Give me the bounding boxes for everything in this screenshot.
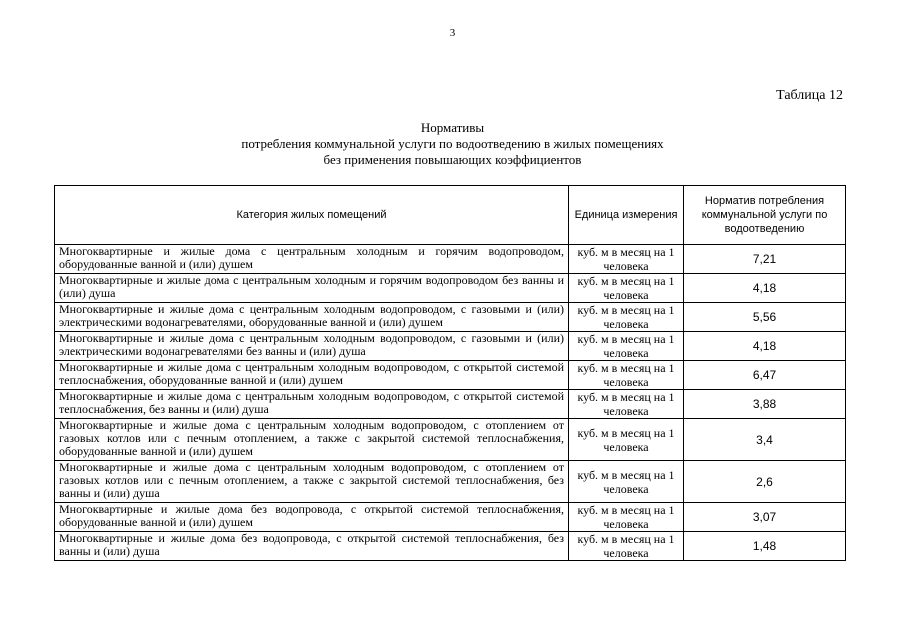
- row-value: 3,4: [684, 419, 846, 461]
- row-category: Многоквартирные и жилые дома без водопровода, с открытой системой теплоснабжения, без ванны и (или) душа: [55, 532, 569, 561]
- norms-table: [54, 185, 846, 561]
- table-row: [55, 419, 846, 461]
- row-value: 3,88: [684, 390, 846, 419]
- table-row: [55, 245, 846, 274]
- row-value: 1,48: [684, 532, 846, 561]
- row-category: Многоквартирные и жилые дома с центральным холодным водопроводом, с газовыми и (или) электрическими водонагревателями без ванны и (или) душа: [55, 332, 569, 361]
- table-header-row: [55, 186, 846, 245]
- row-unit: куб. м в месяц на 1 человека: [569, 274, 684, 303]
- header-category: Категория жилых помещений: [55, 186, 569, 245]
- table-row: [55, 274, 846, 303]
- row-value: 5,56: [684, 303, 846, 332]
- row-unit: куб. м в месяц на 1 человека: [569, 503, 684, 532]
- row-unit: куб. м в месяц на 1 человека: [569, 419, 684, 461]
- row-value: 3,07: [684, 503, 846, 532]
- row-unit: куб. м в месяц на 1 человека: [569, 361, 684, 390]
- table-row: [55, 503, 846, 532]
- row-category: Многоквартирные и жилые дома с центральным холодным водопроводом, с открытой системой теплоснабжения, оборудованные ванной и (или) душем: [55, 361, 569, 390]
- table-label: Таблица 12: [776, 88, 843, 103]
- row-unit: куб. м в месяц на 1 человека: [569, 332, 684, 361]
- row-category: Многоквартирные и жилые дома с центральным холодным водопроводом, с отоплением от газовых котлов или с печным отоплением, а также с закрытой системой теплоснабжения, оборудованные ванной и (или) душем: [55, 419, 569, 461]
- row-category: Многоквартирные и жилые дома с центральным холодным водопроводом, с газовыми и (или) электрическими водонагревателями, оборудованные ванной и (или) душем: [55, 303, 569, 332]
- table-row: [55, 532, 846, 561]
- row-category: Многоквартирные и жилые дома с центральным холодным водопроводом, с отоплением от газовых котлов или с печным отоплением, а также с закрытой системой теплоснабжения, без ванны и (или) душа: [55, 461, 569, 503]
- row-category: Многоквартирные и жилые дома с центральным холодным и горячим водопроводом, оборудованные ванной и (или) душем: [55, 245, 569, 274]
- table-row: [55, 303, 846, 332]
- table-row: [55, 332, 846, 361]
- row-category: Многоквартирные и жилые дома с центральным холодным водопроводом, с открытой системой теплоснабжения, без ванны и (или) душа: [55, 390, 569, 419]
- table-row: [55, 361, 846, 390]
- row-value: 4,18: [684, 332, 846, 361]
- header-unit: Единица измерения: [569, 186, 684, 245]
- row-value: 2,6: [684, 461, 846, 503]
- table-row: [55, 390, 846, 419]
- title-line-3: без применения повышающих коэффициентов: [323, 152, 582, 167]
- header-norm: Норматив потребления коммунальной услуги по водоотведению: [684, 186, 846, 245]
- row-value: 6,47: [684, 361, 846, 390]
- row-value: 4,18: [684, 274, 846, 303]
- row-category: Многоквартирные и жилые дома с центральным холодным и горячим водопроводом без ванны и (или) душа: [55, 274, 569, 303]
- table-row: [55, 461, 846, 503]
- title-line-2: потребления коммунальной услуги по водоотведению в жилых помещениях: [241, 136, 664, 151]
- row-unit: куб. м в месяц на 1 человека: [569, 303, 684, 332]
- row-value: 7,21: [684, 245, 846, 274]
- row-unit: куб. м в месяц на 1 человека: [569, 390, 684, 419]
- row-unit: куб. м в месяц на 1 человека: [569, 532, 684, 561]
- row-unit: куб. м в месяц на 1 человека: [569, 461, 684, 503]
- title-line-1: Нормативы: [420, 120, 485, 135]
- document-title: [0, 120, 905, 168]
- page-number: 3: [449, 27, 456, 39]
- row-category: Многоквартирные и жилые дома без водопровода, с открытой системой теплоснабжения, оборудованные ванной и (или) душем: [55, 503, 569, 532]
- row-unit: куб. м в месяц на 1 человека: [569, 245, 684, 274]
